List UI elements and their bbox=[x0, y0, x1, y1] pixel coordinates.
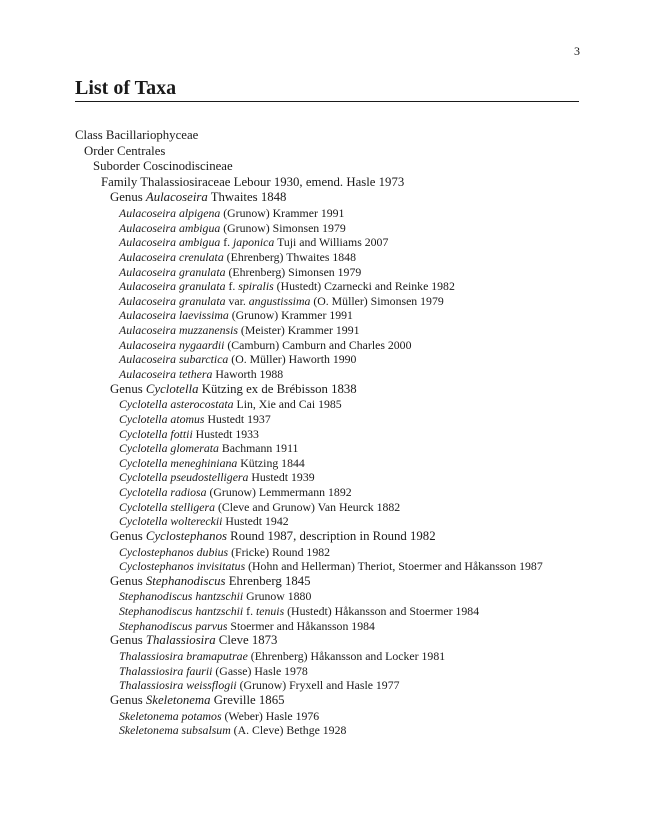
taxon-text: Genus bbox=[110, 381, 146, 396]
taxon-text: Genus bbox=[110, 633, 146, 648]
taxon-text: Genus bbox=[110, 573, 146, 588]
taxon-name: Cyclostephanos invisitatus bbox=[119, 559, 246, 574]
taxon-name: Thalassiosira faurii bbox=[119, 663, 213, 678]
taxon-name: Stephanodiscus parvus bbox=[119, 618, 228, 633]
taxon-name: Aulacoseira granulata bbox=[119, 279, 226, 294]
taxon-text: Greville 1865 bbox=[210, 692, 285, 707]
taxon-text: Genus bbox=[110, 529, 146, 544]
suborder-entry bbox=[0, 159, 652, 175]
taxon-name: Cyclotella stelligera bbox=[119, 499, 215, 514]
species-entry bbox=[0, 352, 652, 367]
taxon-name: Cyclostephanos dubius bbox=[119, 544, 229, 559]
species-entry bbox=[0, 649, 652, 664]
taxon-name: Aulacoseira ambigua bbox=[119, 220, 221, 235]
taxon-name: Cyclotella bbox=[145, 381, 199, 396]
taxon-text: Genus bbox=[110, 190, 146, 205]
taxon-name: Aulacoseira laevissima bbox=[119, 308, 229, 323]
taxon-name: Aulacoseira muzzanensis bbox=[119, 323, 238, 338]
taxon-name: Cyclotella fottii bbox=[119, 426, 193, 441]
taxon-name: Cyclotella asterocostata bbox=[119, 397, 234, 412]
taxon-text: Stoermer and Håkansson 1984 bbox=[227, 618, 375, 633]
taxon-name: Cyclotella woltereckii bbox=[119, 514, 223, 529]
taxon-name: Thalassiosira weissflogii bbox=[119, 678, 237, 693]
taxon-text: (Ehrenberg) Thwaites 1848 bbox=[223, 249, 356, 264]
taxon-name: Skeletonema subsalsum bbox=[119, 723, 231, 738]
taxon-text: Suborder Coscinodiscineae bbox=[93, 159, 233, 174]
genus-entry bbox=[0, 529, 652, 545]
taxon-text: (Weber) Hasle 1976 bbox=[221, 708, 320, 723]
taxon-name: Thalassiosira bbox=[145, 633, 216, 648]
species-entry bbox=[0, 367, 652, 382]
taxon-text: Hustedt 1933 bbox=[192, 426, 259, 441]
taxon-text: (O. Müller) Simonsen 1979 bbox=[310, 293, 444, 308]
species-entry bbox=[0, 427, 652, 442]
taxon-name: angustissima bbox=[248, 293, 311, 308]
taxon-text: Order Centrales bbox=[84, 143, 166, 158]
species-entry bbox=[0, 500, 652, 515]
taxon-text: Bachmann 1911 bbox=[218, 441, 299, 456]
species-entry bbox=[0, 485, 652, 500]
taxon-name: Skeletonema bbox=[145, 692, 211, 707]
taxon-text: (O. Müller) Haworth 1990 bbox=[228, 352, 357, 367]
taxon-name: Aulacoseira alpigena bbox=[119, 205, 221, 220]
species-entry bbox=[0, 514, 652, 529]
species-entry bbox=[0, 235, 652, 250]
taxa-list bbox=[0, 128, 652, 738]
taxon-text: Hustedt 1939 bbox=[248, 470, 315, 485]
taxon-text: (Grunow) Fryxell and Hasle 1977 bbox=[236, 678, 400, 693]
family-entry bbox=[0, 175, 652, 191]
species-entry bbox=[0, 664, 652, 679]
taxon-name: Cyclotella glomerata bbox=[119, 441, 219, 456]
taxon-text: (Meister) Krammer 1991 bbox=[237, 323, 360, 338]
genus-entry bbox=[0, 382, 652, 398]
page-number: 3 bbox=[574, 44, 580, 58]
taxon-text: (Cleve and Grunow) Van Heurck 1882 bbox=[215, 499, 401, 514]
taxon-text: f. bbox=[220, 235, 234, 250]
species-entry bbox=[0, 456, 652, 471]
species-entry bbox=[0, 206, 652, 221]
taxon-text: Tuji and Williams 2007 bbox=[274, 235, 389, 250]
species-entry bbox=[0, 397, 652, 412]
taxon-text: f. bbox=[225, 279, 239, 294]
taxon-text: f. bbox=[243, 604, 256, 619]
species-entry bbox=[0, 294, 652, 309]
species-entry bbox=[0, 678, 652, 693]
species-entry bbox=[0, 589, 652, 604]
taxon-name: japonica bbox=[233, 235, 275, 250]
taxon-text: Hustedt 1942 bbox=[222, 514, 289, 529]
taxon-name: Stephanodiscus hantzschii bbox=[119, 589, 244, 604]
species-entry bbox=[0, 559, 652, 574]
taxon-text: (Camburn) Camburn and Charles 2000 bbox=[224, 337, 412, 352]
class-entry bbox=[0, 128, 652, 144]
genus-entry bbox=[0, 693, 652, 709]
taxon-name: Cyclotella pseudostelligera bbox=[119, 470, 249, 485]
taxon-name: Cyclostephanos bbox=[145, 529, 227, 544]
species-entry bbox=[0, 221, 652, 236]
species-entry bbox=[0, 250, 652, 265]
species-entry bbox=[0, 412, 652, 427]
species-entry bbox=[0, 308, 652, 323]
taxon-text: var. bbox=[225, 293, 249, 308]
taxon-name: Aulacoseira granulata bbox=[119, 293, 226, 308]
species-entry bbox=[0, 441, 652, 456]
genus-entry bbox=[0, 190, 652, 206]
taxon-name: Thalassiosira bramaputrae bbox=[119, 649, 248, 663]
taxon-text: Genus bbox=[110, 692, 146, 707]
taxon-name: Stephanodiscus bbox=[145, 573, 226, 588]
genus-entry bbox=[0, 574, 652, 590]
taxon-name: Cyclotella atomus bbox=[119, 411, 205, 426]
taxon-name: Aulacoseira subarctica bbox=[119, 352, 229, 367]
page-title: List of Taxa bbox=[75, 77, 177, 99]
taxon-text: (Hohn and Hellerman) Theriot, Stoermer and Håkansson 1987 bbox=[245, 559, 543, 574]
taxon-text: (Grunow) Krammer 1991 bbox=[220, 205, 345, 220]
taxon-text: (Hustedt) Czarnecki and Reinke 1982 bbox=[273, 279, 455, 294]
species-entry bbox=[0, 279, 652, 294]
taxon-name: Aulacoseira nygaardii bbox=[119, 337, 225, 352]
taxon-name: Stephanodiscus hantzschii bbox=[119, 604, 244, 619]
taxon-text: Hustedt 1937 bbox=[204, 411, 271, 426]
species-entry bbox=[0, 470, 652, 485]
taxon-text: Grunow 1880 bbox=[243, 589, 312, 604]
genus-entry bbox=[0, 633, 652, 649]
taxon-name: Aulacoseira crenulata bbox=[119, 249, 224, 264]
species-entry bbox=[0, 604, 652, 619]
taxon-text: Kützing 1844 bbox=[237, 455, 305, 470]
taxon-text: Haworth 1988 bbox=[212, 367, 284, 382]
taxon-name: Skeletonema potamos bbox=[119, 708, 222, 723]
species-entry bbox=[0, 619, 652, 634]
taxon-name: Aulacoseira ambigua bbox=[119, 235, 221, 250]
taxon-name: tenuis bbox=[255, 604, 285, 619]
species-entry bbox=[0, 545, 652, 560]
taxon-text: (Ehrenberg) Simonsen 1979 bbox=[225, 264, 362, 279]
taxon-text: Round 1987, description in Round 1982 bbox=[226, 529, 436, 544]
taxon-text: (Fricke) Round 1982 bbox=[228, 544, 331, 559]
taxon-text: Thwaites 1848 bbox=[207, 190, 287, 205]
taxon-text: Cleve 1873 bbox=[215, 633, 278, 648]
taxon-name: Aulacoseira bbox=[145, 190, 208, 205]
species-entry bbox=[0, 723, 652, 738]
title-divider bbox=[75, 101, 579, 102]
taxon-text: (A. Cleve) Bethge 1928 bbox=[230, 723, 347, 738]
species-entry bbox=[0, 338, 652, 353]
taxon-text: (Grunow) Krammer 1991 bbox=[228, 308, 353, 323]
taxon-text: Lin, Xie and Cai 1985 bbox=[233, 397, 342, 412]
taxon-name: Aulacoseira tethera bbox=[119, 367, 213, 382]
taxon-name: Aulacoseira granulata bbox=[119, 264, 226, 279]
taxon-text: (Grunow) Lemmermann 1892 bbox=[206, 485, 352, 500]
taxon-text: Family Thalassiosiraceae Lebour 1930, emend. Hasle 1973 bbox=[101, 174, 405, 189]
species-entry bbox=[0, 265, 652, 280]
taxon-name: Cyclotella radiosa bbox=[119, 485, 207, 500]
taxon-text: Kützing ex de Brébisson 1838 bbox=[198, 381, 357, 396]
taxon-text: (Grunow) Simonsen 1979 bbox=[220, 220, 346, 235]
taxon-text: (Ehrenberg) Håkansson and Locker 1981 bbox=[247, 649, 446, 663]
species-entry bbox=[0, 323, 652, 338]
taxon-text: Ehrenberg 1845 bbox=[225, 573, 311, 588]
species-entry bbox=[0, 709, 652, 724]
taxon-text: Class Bacillariophyceae bbox=[75, 128, 199, 142]
taxon-name: spiralis bbox=[238, 279, 274, 294]
taxon-name: Cyclotella meneghiniana bbox=[119, 455, 238, 470]
order-entry bbox=[0, 144, 652, 160]
taxon-text: (Gasse) Hasle 1978 bbox=[212, 663, 308, 678]
taxon-text: (Hustedt) Håkansson and Stoermer 1984 bbox=[284, 604, 480, 619]
